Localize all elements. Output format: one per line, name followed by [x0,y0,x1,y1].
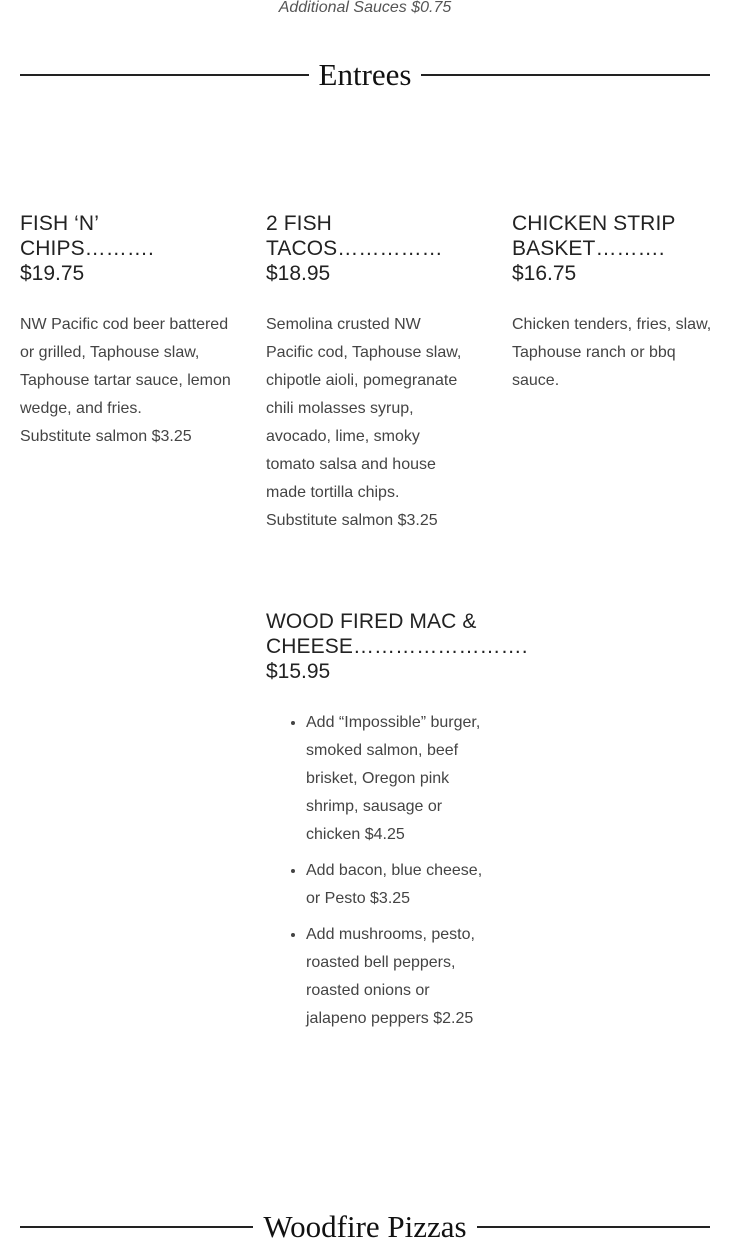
item-price: $18.95 [266,262,331,285]
item-name: CHICKEN STRIP BASKET………. [512,212,676,260]
header-rule-left [20,74,309,76]
item-name: WOOD FIRED MAC & CHEESE……………………. [266,610,528,658]
addon-item: • Add mushrooms, pesto, roasted bell peppers, roasted onions or jalapeno peppers $2.25 [306,921,486,1033]
item-price: $19.75 [20,262,85,285]
pizzas-section-title: Woodfire Pizzas [263,1209,467,1244]
addon-list [266,709,486,1033]
item-price: $15.95 [266,660,331,683]
pizzas-section-header [20,1207,710,1247]
item-description: Semolina crusted NW Pacific cod, Taphouse slaw, chipotle aioli, pomegranate chili molasses syrup, avocado, lime, smoky tomato salsa and house made tortilla chips. [266,316,462,501]
addon-item: • Add “Impossible” burger, smoked salmon, beef brisket, Oregon pink shrimp, sausage or chicken $4.25 [306,709,486,849]
item-description: Chicken tenders, fries, slaw, Taphouse ranch or bbq sauce. [512,316,712,389]
addon-item: • Add bacon, blue cheese, or Pesto $3.25 [306,857,486,913]
item-name: FISH ‘N’ CHIPS………. [20,212,154,260]
entrees-section-header [20,55,710,95]
item-description: NW Pacific cod beer battered or grilled, Taphouse slaw, Taphouse tartar sauce, lemon wedge, and fries. [20,316,231,417]
entrees-section-title: Entrees [318,57,412,92]
menu-item-chicken-strip-basket [512,211,712,395]
header-rule-right [477,1226,710,1228]
item-substitute-note: Substitute salmon $3.25 [266,512,438,529]
item-price: $16.75 [512,262,577,285]
menu-item-mac-and-cheese [266,609,528,1041]
menu-item-fish-n-chips [20,211,235,451]
additional-sauces-note: Additional Sauces $0.75 [278,0,452,16]
header-rule-right [421,74,710,76]
item-substitute-note: Substitute salmon $3.25 [20,428,192,445]
menu-item-fish-tacos [266,211,481,535]
item-name: 2 FISH TACOS…………… [266,212,443,260]
header-rule-left [20,1226,253,1228]
